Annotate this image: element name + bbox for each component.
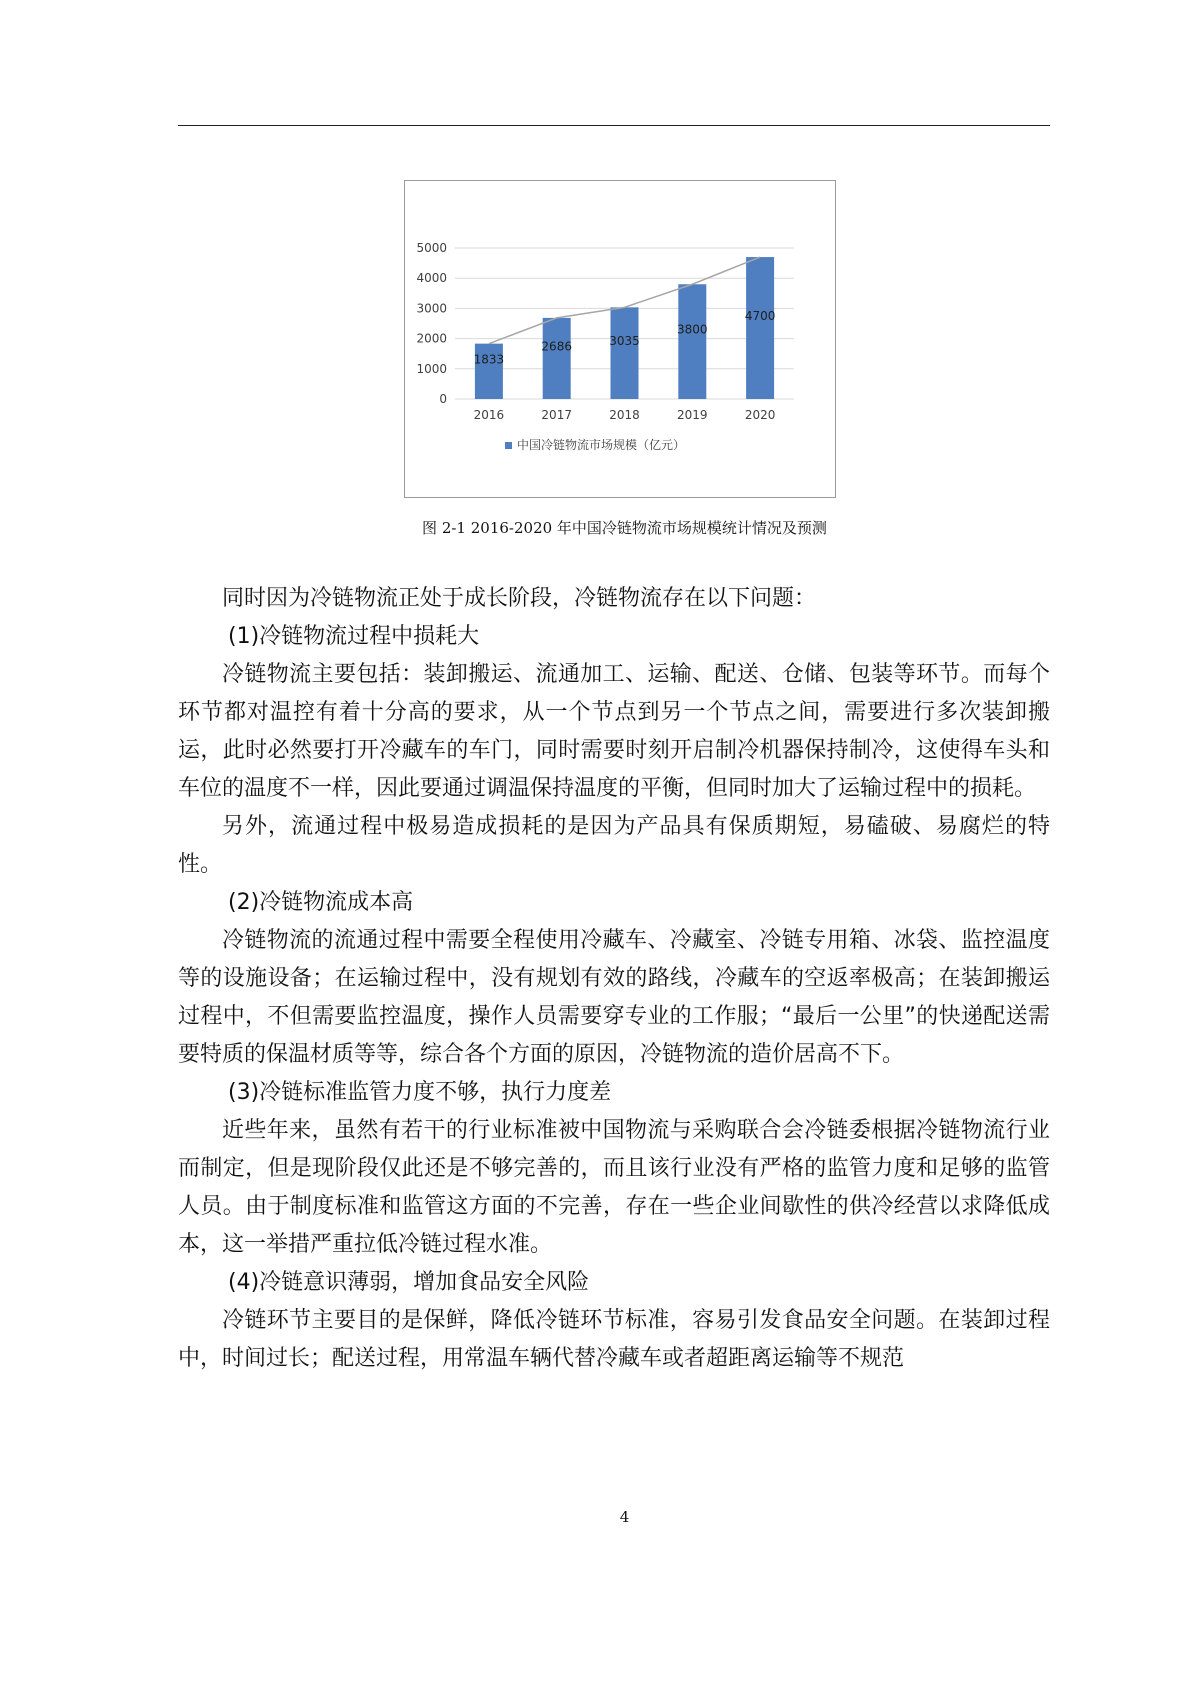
bar [678, 284, 706, 399]
x-tick-label: 2016 [473, 408, 505, 422]
x-tick-label: 2018 [609, 408, 640, 422]
y-tick-label: 5000 [416, 241, 447, 255]
data-label: 3035 [609, 334, 640, 349]
bar-chart [404, 180, 836, 498]
y-tick-label: 3000 [416, 301, 447, 316]
y-tick-label: 1000 [416, 361, 447, 376]
figure-caption: 图 2-1 2016-2020 年中国冷链物流市场规模统计情况及预测 [422, 519, 827, 537]
paragraph-1: 冷链物流主要包括：装卸搬运、流通加工、运输、配送、仓储、包装等环节。而每个环节都对温控有着十分高的要求，从一个节点到另一个节点之间，需要进行多次装卸搬运，此时必然要打开冷藏车的车门，同时需要时刻开启制冷机器保持制冷，这使得车头和车位的温度不一样，因此要通过调温保持温度的平衡，但同时加大了运输过程中的损耗。 [178, 662, 1050, 801]
y-tick-label: 2000 [416, 331, 447, 346]
legend-label: 中国冷链物流市场规模（亿元） [517, 438, 686, 452]
data-label: 2686 [541, 339, 572, 354]
x-tick-label: 2017 [541, 408, 572, 422]
paragraph-2: 另外，流通过程中极易造成损耗的是因为产品具有保质期短，易磕破、易腐烂的特性。 [178, 814, 1050, 877]
section-heading-3: (3)冷链标准监管力度不够，执行力度差 [228, 1080, 612, 1105]
x-tick-label: 2019 [677, 408, 708, 422]
paragraph-4: 近些年来，虽然有若干的行业标准被中国物流与采购联合会冷链委根据冷链物流行业而制定，但是现阶段仅此还是不够完善的，而且该行业没有严格的监管力度和足够的监管人员。由于制度标准和监管这方面的不完善，存在一些企业间歇性的供冷经营以求降低成本，这一举措严重拉低冷链过程水准。 [178, 1118, 1050, 1257]
x-tick-label: 2020 [744, 408, 776, 422]
paragraph-5: 冷链环节主要目的是保鲜，降低冷链环节标准，容易引发食品安全问题。在装卸过程中，时间过长；配送过程，用常温车辆代替冷藏车或者超距离运输等不规范 [178, 1308, 1050, 1371]
chart-canvas [405, 181, 835, 497]
bar [746, 257, 774, 399]
legend-swatch [505, 442, 512, 449]
bar [543, 318, 571, 399]
data-label: 4700 [744, 309, 776, 324]
body-text [178, 580, 1050, 1378]
bar [611, 307, 639, 399]
section-heading-2: (2)冷链物流成本高 [228, 890, 414, 915]
y-tick-label: 4000 [416, 271, 447, 286]
data-label: 1833 [473, 352, 505, 367]
header-rule [178, 125, 1050, 126]
page-number: 4 [619, 1508, 630, 1526]
section-heading-4: (4)冷链意识薄弱，增加食品安全风险 [228, 1270, 590, 1295]
paragraph-3: 冷链物流的流通过程中需要全程使用冷藏车、冷藏室、冷链专用箱、冰袋、监控温度等的设施设备；在运输过程中，没有规划有效的路线，冷藏车的空返率极高；在装卸搬运过程中，不但需要监控温度，操作人员需要穿专业的工作服；“最后一公里”的快递配送需要特质的保温材质等等，综合各个方面的原因，冷链物流的造价居高不下。 [178, 928, 1050, 1067]
data-label: 3800 [677, 322, 708, 337]
paragraph-intro: 同时因为冷链物流正处于成长阶段，冷链物流存在以下问题： [222, 586, 817, 611]
y-tick-label: 0 [439, 392, 447, 406]
section-heading-1: (1)冷链物流过程中损耗大 [228, 624, 480, 649]
